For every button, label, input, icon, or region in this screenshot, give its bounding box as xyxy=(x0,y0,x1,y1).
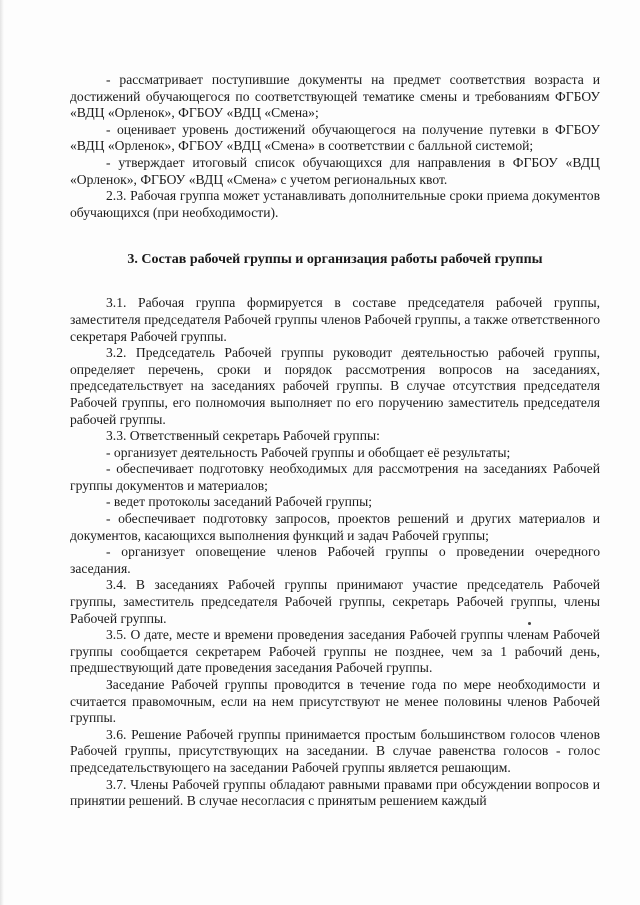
document-body xyxy=(70,72,600,810)
paragraph-3-2: 3.2. Председатель Рабочей группы руководит деятельностью рабочей группы, определяет перечень, сроки и порядок рассмотрения вопросов на заседаниях, председательствует на заседаниях рабочей группы. В случае отсутствия председателя Рабочей группы, его полномочия выполняет по его поручению заместитель председателя рабочей группы. xyxy=(70,345,600,427)
paragraph-duty-evaluate: - оценивает уровень достижений обучающегося на получение путевки в ФГБОУ «ВДЦ «Орленок», ФГБОУ «ВДЦ «Смена» в соответствии с балльной системой; xyxy=(70,121,600,154)
list-item-organize: - организует деятельность Рабочей группы и обобщает её результаты; xyxy=(106,444,511,460)
paragraph-3-4: 3.4. В заседаниях Рабочей группы принимают участие председатель Рабочей группы, заместитель председателя Рабочей группы, секретарь Рабочей группы, члены Рабочей группы. xyxy=(70,577,600,626)
paragraph-3-7: 3.7. Члены Рабочей группы обладают равными правами при обсуждении вопросов и принятии решений. В случае несогласия с принятым решением каждый xyxy=(70,776,600,809)
paragraph-3-6: 3.6. Решение Рабочей группы принимается простым большинством голосов членов Рабочей группы, присутствующих на заседании. В случае равенства голосов - голос председательствующего на заседании Рабочей группы является решающим. xyxy=(70,726,600,775)
paragraph-3-1: 3.1. Рабочая группа формируется в составе председателя рабочей группы, заместителя председателя Рабочей группы членов Рабочей группы, а также ответственного секретаря Рабочей группы. xyxy=(70,295,600,344)
scan-speck xyxy=(528,622,531,625)
scan-edge-shadow xyxy=(0,0,4,905)
section-heading: 3. Состав рабочей группы и организация работы рабочей группы xyxy=(127,252,543,268)
paragraph-3-5: 3.5. О дате, месте и времени проведения заседания Рабочей группы членам Рабочей группы сообщается секретарем Рабочей группы не позднее, чем за 1 рабочий день, предшествующий дате проведения заседания Рабочей группы. xyxy=(70,627,600,676)
list-item-notify: - организует оповещение членов Рабочей группы о проведении очередного заседания. xyxy=(70,544,600,576)
paragraph-3-3: 3.3. Ответственный секретарь Рабочей группы: xyxy=(106,428,380,444)
paragraph-duty-review: - рассматривает поступившие документы на предмет соответствия возраста и достижений обучающегося по соответствующей тематике смены и требованиям ФГБОУ «ВДЦ «Орленок», ФГБОУ «ВДЦ «Смена»; xyxy=(70,72,600,121)
list-item-requests: - обеспечивает подготовку запросов, проектов решений и других материалов и документов, касающихся выполнения функций и задач Рабочей группы; xyxy=(70,511,600,543)
paragraph-2-3: 2.3. Рабочая группа может устанавливать дополнительные сроки приема документов обучающихся (при необходимости). xyxy=(70,188,600,220)
list-item-minutes: - ведет протоколы заседаний Рабочей группы; xyxy=(106,494,373,510)
paragraph-meeting: Заседание Рабочей группы проводится в течение года по мере необходимости и считается правомочным, если на нем присутствуют не менее половины членов Рабочей группы. xyxy=(70,677,600,726)
list-item-prepare-docs: - обеспечивает подготовку необходимых для рассмотрения на заседаниях Рабочей группы документов и материалов; xyxy=(70,461,600,493)
paragraph-duty-approve: - утверждает итоговый список обучающихся для направления в ФГБОУ «ВДЦ «Орленок», ФГБОУ «ВДЦ «Смена» с учетом региональных квот. xyxy=(70,154,600,187)
